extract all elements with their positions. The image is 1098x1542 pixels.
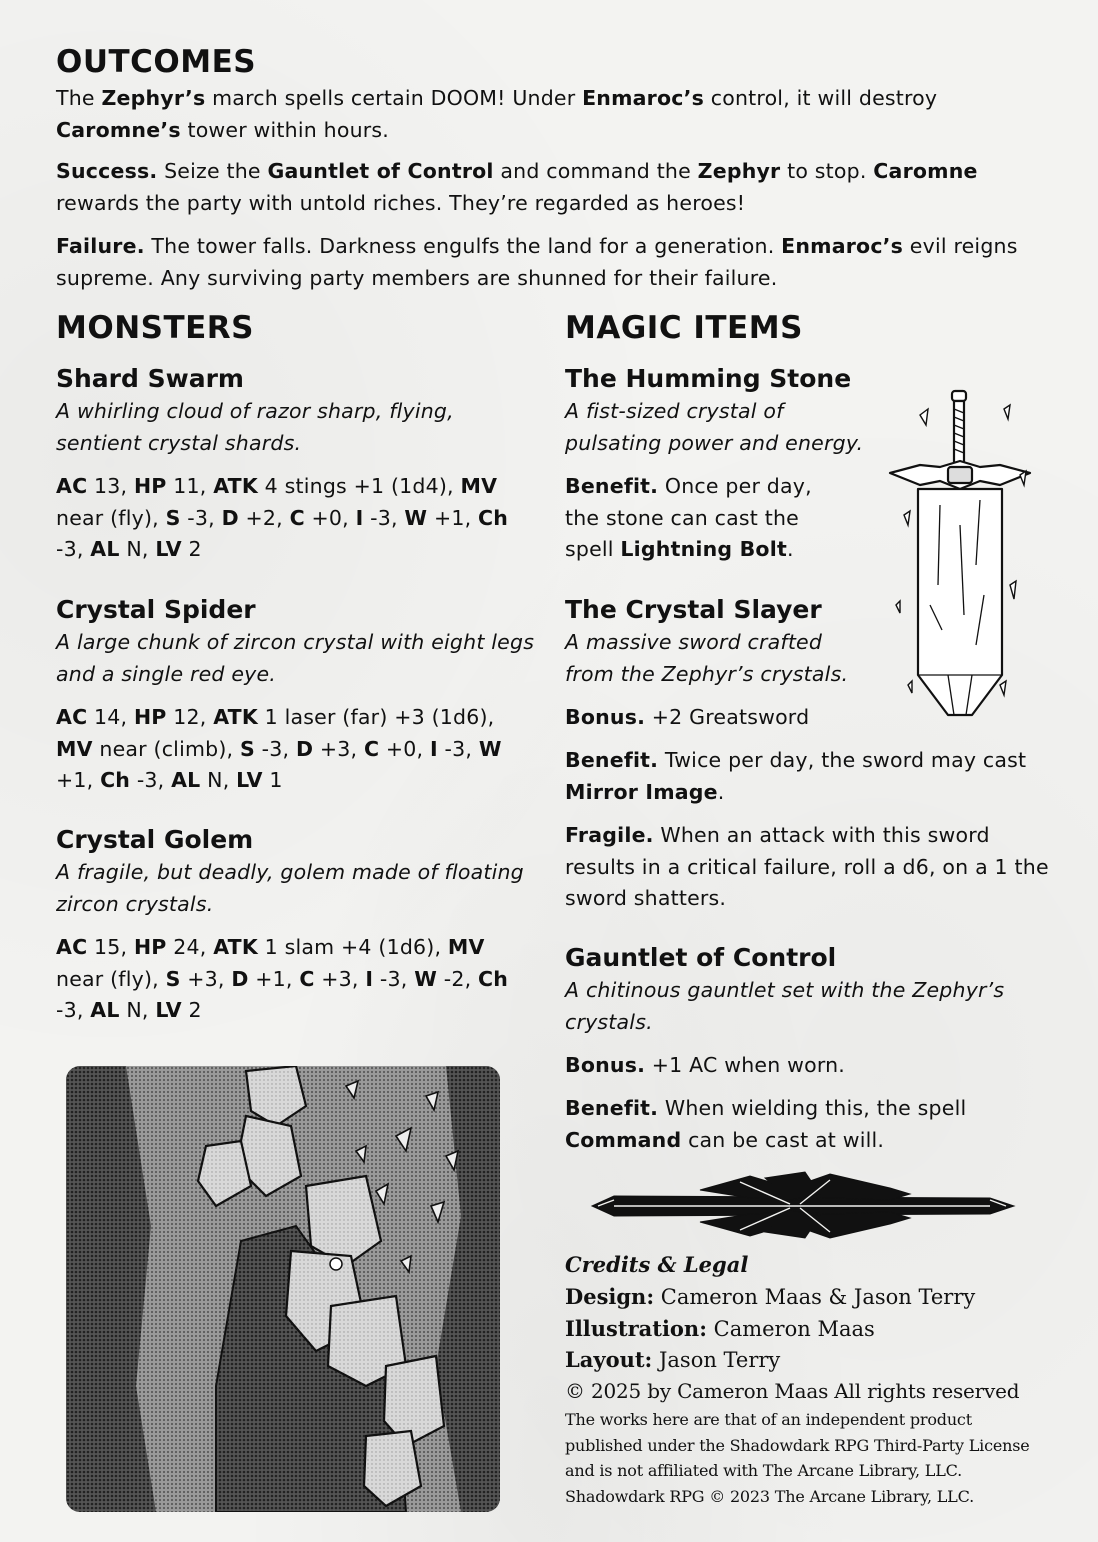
stat-key: AL [90,537,120,561]
credits-design: Design: Cameron Maas & Jason Terry [565,1284,976,1309]
stat-value: +0, [304,505,356,530]
outcome-failure: Failure. The tower falls. Darkness engulfs the land for a generation. Enmaroc’s evil reigns supreme. Any surviving party members are shunned for their failure. [56,234,1018,290]
stat-value: -2, [437,966,479,991]
stat-value: 1 [262,768,283,792]
crystal-slayer-name: The Crystal Slayer [565,595,822,624]
crystal-spider-stats [56,702,516,797]
shard-swarm-desc: A whirling cloud of razor sharp, flying, sentient crystal shards. [56,399,454,455]
humming-stone-name: The Humming Stone [565,364,852,393]
stat-key: W [414,966,438,991]
stat-value: 11, [166,474,214,498]
stat-key: I [355,505,364,530]
stat-key: S [165,966,181,991]
stat-value: 12, [166,705,214,729]
stat-value: 4 stings +1 (1d4), [257,474,461,498]
stat-value: -3, [130,768,172,792]
stat-key: LV [155,998,182,1022]
stat-value: -3, [56,537,91,561]
stat-value: 15, [87,935,134,959]
credits-layout: Layout: Jason Terry [565,1347,781,1372]
stat-key: HP [133,705,167,729]
humming-stone-desc: A fist-sized crystal of pulsating power and energy. [565,399,864,455]
stat-value: near (climb), [92,736,240,761]
gauntlet-bonus: Bonus. +1 AC when worn. [565,1053,846,1077]
crystal-spider-desc: A large chunk of zircon crystal with eight legs and a single red eye. [56,630,535,686]
stat-key: Ch [478,966,509,991]
stat-key: AL [171,768,201,792]
magic-items-heading: MAGIC ITEMS [565,310,803,346]
stat-value: +3, [313,736,364,761]
gauntlet-desc: A chitinous gauntlet set with the Zephyr’s crystals. [565,978,1005,1034]
stat-key: HP [133,935,167,959]
stat-value: N, [119,537,156,561]
credits-copyright: © 2025 by Cameron Maas All rights reserved [565,1379,1020,1403]
credits-legal: The works here are that of an independent product published under the Shadowdark RPG Third-Party License and is not affiliated with The Arcane Library, LLC. Shadowdark RPG © 2023 The Arcane Library, LLC. [565,1410,1030,1506]
humming-stone-benefit: Benefit. Once per day, the stone can cast the spell Lightning Bolt. [565,474,812,561]
stat-value: near (fly), [56,966,166,991]
stat-key: MV [460,474,498,498]
stat-value: 14, [87,705,134,729]
crystal-slayer-fragile: Fragile. When an attack with this sword results in a critical failure, roll a d6, on a 1 the sword shatters. [565,823,1049,910]
crystal-golem-illustration [66,1066,500,1512]
crystal-golem-name: Crystal Golem [56,825,254,854]
stat-key: D [221,505,239,530]
stat-value: +2, [238,505,290,530]
crystal-slayer-benefit: Benefit. Twice per day, the sword may cast Mirror Image. [565,748,1027,804]
stat-key: W [404,505,428,530]
stat-key: D [295,736,314,761]
stat-value: -3, [254,736,296,761]
stat-value: -3, [363,505,405,530]
outcomes-heading: OUTCOMES [56,44,257,80]
stat-key: Ch [478,505,509,530]
stat-value: 2 [181,537,202,561]
stat-value: N, [119,998,156,1022]
monsters-heading: MONSTERS [56,310,254,346]
outcome-success: Success. Seize the Gauntlet of Control and command the Zephyr to stop. Caromne rewards the party with untold riches. They’re regarded as heroes! [56,159,978,215]
stat-key: I [429,736,438,761]
shard-swarm-name: Shard Swarm [56,364,244,393]
stat-key: MV [56,736,93,761]
gauntlet-name: Gauntlet of Control [565,943,837,972]
stat-key: W [478,736,502,761]
credits-illustration: Illustration: Cameron Maas [565,1316,875,1341]
stat-key: AL [90,998,120,1022]
stat-value: +0, [379,736,430,761]
crystal-slayer-desc: A massive sword crafted from the Zephyr’s crystals. [565,630,849,686]
stat-value: -3, [56,998,91,1022]
stat-key: D [231,966,249,991]
stat-value: N, [200,768,237,792]
stat-key: HP [133,474,167,498]
stat-key: C [299,966,315,991]
stat-key: S [165,505,181,530]
stat-key: MV [447,935,485,959]
outcomes-intro: The Zephyr’s march spells certain DOOM! Under Enmaroc’s control, it will destroy Caromne’s tower within hours. [56,86,938,142]
stat-key: C [289,505,305,530]
stat-value: 24, [166,935,214,959]
stat-value: near (fly), [56,505,166,530]
credits-title: Credits & Legal [565,1252,749,1277]
stat-value: -3, [437,736,479,761]
stat-key: AC [56,935,88,959]
stat-value: -3, [180,505,222,530]
stat-value: 1 laser (far) +3 (1d6), [257,705,495,729]
stat-key: LV [236,768,263,792]
stat-value: +3, [180,966,232,991]
stat-value: +3, [314,966,366,991]
stat-key: LV [155,537,182,561]
gauntlet-benefit: Benefit. When wielding this, the spell Command can be cast at will. [565,1096,967,1152]
stat-value: 2 [181,998,202,1022]
stat-value: +1, [248,966,300,991]
shard-swarm-stats [56,471,526,566]
crystal-golem-stats [56,932,516,1027]
stat-key: ATK [213,474,258,498]
stat-value: +1, [427,505,479,530]
stat-key: AC [56,705,88,729]
stat-value: +1, [56,768,101,792]
stat-key: ATK [213,935,258,959]
crystal-spider-name: Crystal Spider [56,595,256,624]
stat-key: C [363,736,380,761]
stat-value: 1 slam +4 (1d6), [257,935,448,959]
crystal-sword-illustration [880,385,1040,725]
crystal-slayer-bonus: Bonus. +2 Greatsword [565,705,810,729]
stat-key: Ch [100,768,131,792]
stat-key: AC [56,474,88,498]
stat-key: S [239,736,255,761]
crystal-golem-desc: A fragile, but deadly, golem made of floating zircon crystals. [56,860,524,916]
crystal-divider-ornament [590,1170,1016,1240]
stat-key: ATK [213,705,258,729]
stat-key: I [365,966,374,991]
stat-value: 13, [87,474,134,498]
stat-value: -3, [373,966,415,991]
